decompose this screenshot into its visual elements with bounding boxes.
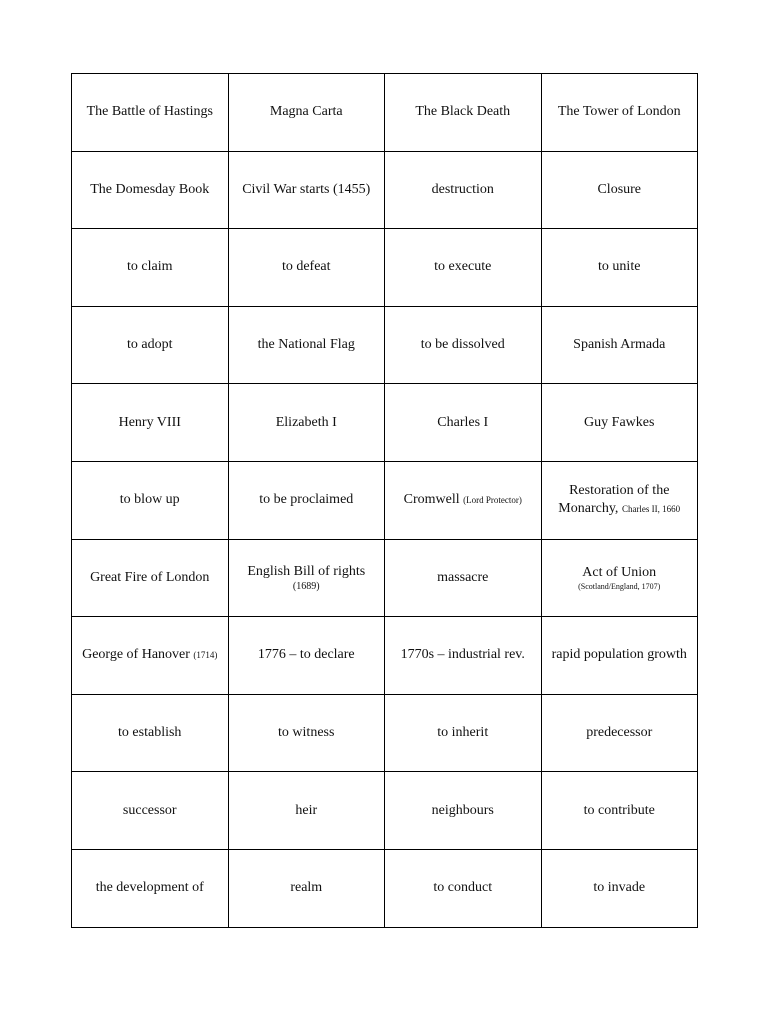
card-cell: The Domesday Book (72, 151, 229, 229)
card-row (72, 772, 698, 850)
card-cell: successor (72, 772, 229, 850)
card-cell: to defeat (228, 229, 385, 307)
card-note: (Lord Protector) (463, 495, 522, 506)
card-row (72, 694, 698, 772)
card-cell: Spanish Armada (541, 306, 698, 384)
card-main-text: English Bill of rights (247, 563, 366, 579)
vocabulary-card-grid (71, 73, 698, 928)
card-note: (Scotland/England, 1707) (578, 581, 661, 591)
card-note: (1714) (193, 650, 218, 661)
card-cell: Charles I (385, 384, 542, 462)
card-cell (541, 461, 698, 539)
card-cell: 1770s – industrial rev. (385, 617, 542, 695)
card-cell: to execute (385, 229, 542, 307)
card-cell (385, 461, 542, 539)
card-cell: to be dissolved (385, 306, 542, 384)
card-row (72, 306, 698, 384)
card-cell: to adopt (72, 306, 229, 384)
card-cell: Civil War starts (1455) (228, 151, 385, 229)
card-cell: The Tower of London (541, 74, 698, 152)
card-cell: to unite (541, 229, 698, 307)
card-cell: the development of (72, 849, 229, 927)
card-row (72, 384, 698, 462)
card-main-text: Cromwell (403, 492, 460, 508)
card-main-text: George of Hanover (82, 647, 190, 663)
card-cell (72, 617, 229, 695)
card-cell (228, 539, 385, 617)
card-cell: destruction (385, 151, 542, 229)
card-cell: to be proclaimed (228, 461, 385, 539)
card-row (72, 151, 698, 229)
card-note: Charles II, 1660 (621, 504, 681, 515)
card-note: (1689) (292, 580, 320, 592)
card-cell: Guy Fawkes (541, 384, 698, 462)
card-cell: Closure (541, 151, 698, 229)
card-cell: to witness (228, 694, 385, 772)
card-cell: to invade (541, 849, 698, 927)
card-cell: 1776 – to declare (228, 617, 385, 695)
card-cell: Great Fire of London (72, 539, 229, 617)
card-cell: The Battle of Hastings (72, 74, 229, 152)
card-row (72, 539, 698, 617)
card-main-text: Restoration of the Monarchy, (558, 483, 670, 517)
card-cell: The Black Death (385, 74, 542, 152)
card-cell: predecessor (541, 694, 698, 772)
card-row (72, 849, 698, 927)
card-cell: massacre (385, 539, 542, 617)
card-cell: rapid population growth (541, 617, 698, 695)
card-cell: to blow up (72, 461, 229, 539)
card-cell: to inherit (385, 694, 542, 772)
card-cell: the National Flag (228, 306, 385, 384)
card-cell: Elizabeth I (228, 384, 385, 462)
card-cell: realm (228, 849, 385, 927)
card-cell (541, 539, 698, 617)
card-cell: to conduct (385, 849, 542, 927)
card-cell: neighbours (385, 772, 542, 850)
card-cell: Magna Carta (228, 74, 385, 152)
card-row (72, 461, 698, 539)
card-main-text: Act of Union (582, 564, 657, 580)
card-cell: to claim (72, 229, 229, 307)
card-cell: to contribute (541, 772, 698, 850)
card-row (72, 617, 698, 695)
card-cell: to establish (72, 694, 229, 772)
card-row (72, 229, 698, 307)
card-cell: Henry VIII (72, 384, 229, 462)
card-row (72, 74, 698, 152)
card-cell: heir (228, 772, 385, 850)
